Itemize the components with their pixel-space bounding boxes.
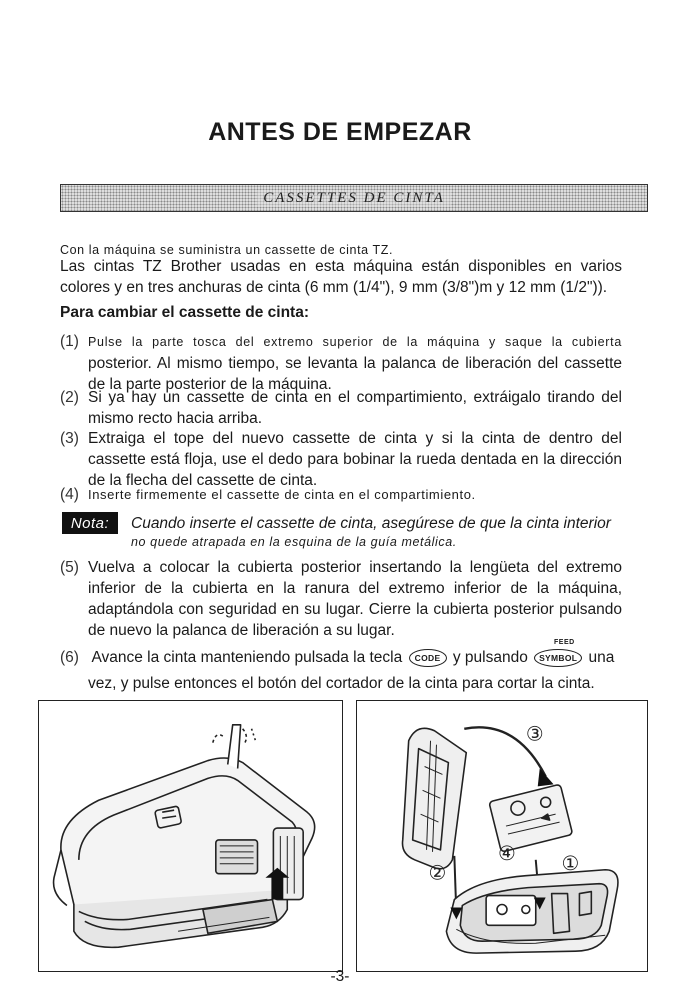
step-1-number: (1) (60, 333, 79, 350)
cassette-illustration (357, 701, 647, 971)
step-6-part-3: una (588, 649, 615, 666)
step-3-number: (3) (60, 430, 79, 447)
note-line-1: Cuando inserte el cassette de cinta, asegúrese de que la cinta interior (131, 515, 611, 532)
step-1-first-line: Pulse la parte tosca del extremo superior de la máquina y saque la cubierta (88, 335, 622, 349)
callout-2: ② (428, 861, 447, 885)
intro-supplied-text: Con la máquina se suministra un cassette de cinta TZ. (60, 243, 394, 257)
step-6 (60, 647, 614, 668)
step-5 (60, 557, 622, 641)
page-title: ANTES DE EMPEZAR (208, 118, 472, 146)
step-6-part-1: Avance la cinta manteniendo pulsada la tecla (91, 649, 403, 666)
step-3-text: Extraiga el tope del nuevo cassette de cinta y si la cinta de dentro del cassette está floja, use el dedo para bobinar la rueda dentada en la dirección de la flecha del cassette de cinta. (88, 430, 622, 489)
feed-key-label: FEED (554, 639, 575, 646)
step-5-number: (5) (60, 559, 79, 576)
step-1 (60, 331, 622, 395)
labeler-illustration (39, 701, 342, 971)
step-1-rest: posterior. Al mismo tiempo, se levanta la palanca de liberación del cassette de la parte posterior de la máquina. (88, 355, 622, 393)
step-5-text: Vuelva a colocar la cubierta posterior insertando la lengüeta del extremo inferior de la cubierta en la ranura del extremo inferior de la máquina, adaptándola con seguridad en su lugar. Cierre la cubierta posterior pulsando de nuevo la palanca de liberación a su lugar. (88, 559, 622, 639)
instructions-subheading: Para cambiar el cassette de cinta: (60, 304, 309, 321)
callout-1: ① (561, 851, 580, 875)
step-4-number: (4) (60, 486, 79, 503)
note-line-2: no quede atrapada en la esquina de la guía metálica. (131, 535, 457, 549)
section-banner-label: CASSETTES DE CINTA (257, 190, 451, 207)
symbol-key-icon: SYMBOL (534, 649, 582, 667)
step-6-part-2: y pulsando (452, 649, 528, 666)
code-key-icon: CODE (409, 649, 447, 667)
figure-replace-cassette (356, 700, 648, 972)
callout-3: ③ (525, 722, 544, 746)
step-6-line-2: vez, y pulse entonces el botón del cortador de la cinta para cortar la cinta. (88, 675, 595, 692)
step-6-number: (6) (60, 649, 79, 666)
figure-open-rear-cover (38, 700, 343, 972)
step-2-number: (2) (60, 389, 79, 406)
note-label: Nota: (62, 512, 118, 534)
page-number: -3- (330, 968, 350, 985)
step-4 (60, 484, 622, 505)
step-2 (60, 387, 622, 429)
callout-4: ④ (498, 841, 516, 865)
section-banner (60, 184, 648, 212)
intro-tape-widths-text: Las cintas TZ Brother usadas en esta máquina están disponibles en varios colores y en tres anchuras de cinta (6 mm (1/4"), 9 mm (3/8")m y 12 mm (1/2")). (60, 258, 622, 296)
step-3 (60, 428, 622, 491)
step-2-text: Si ya hay un cassette de cinta en el compartimiento, extráigalo tirando del mismo recto hacia arriba. (88, 389, 622, 427)
step-4-text: Inserte firmemente el cassette de cinta en el compartimiento. (88, 487, 476, 502)
